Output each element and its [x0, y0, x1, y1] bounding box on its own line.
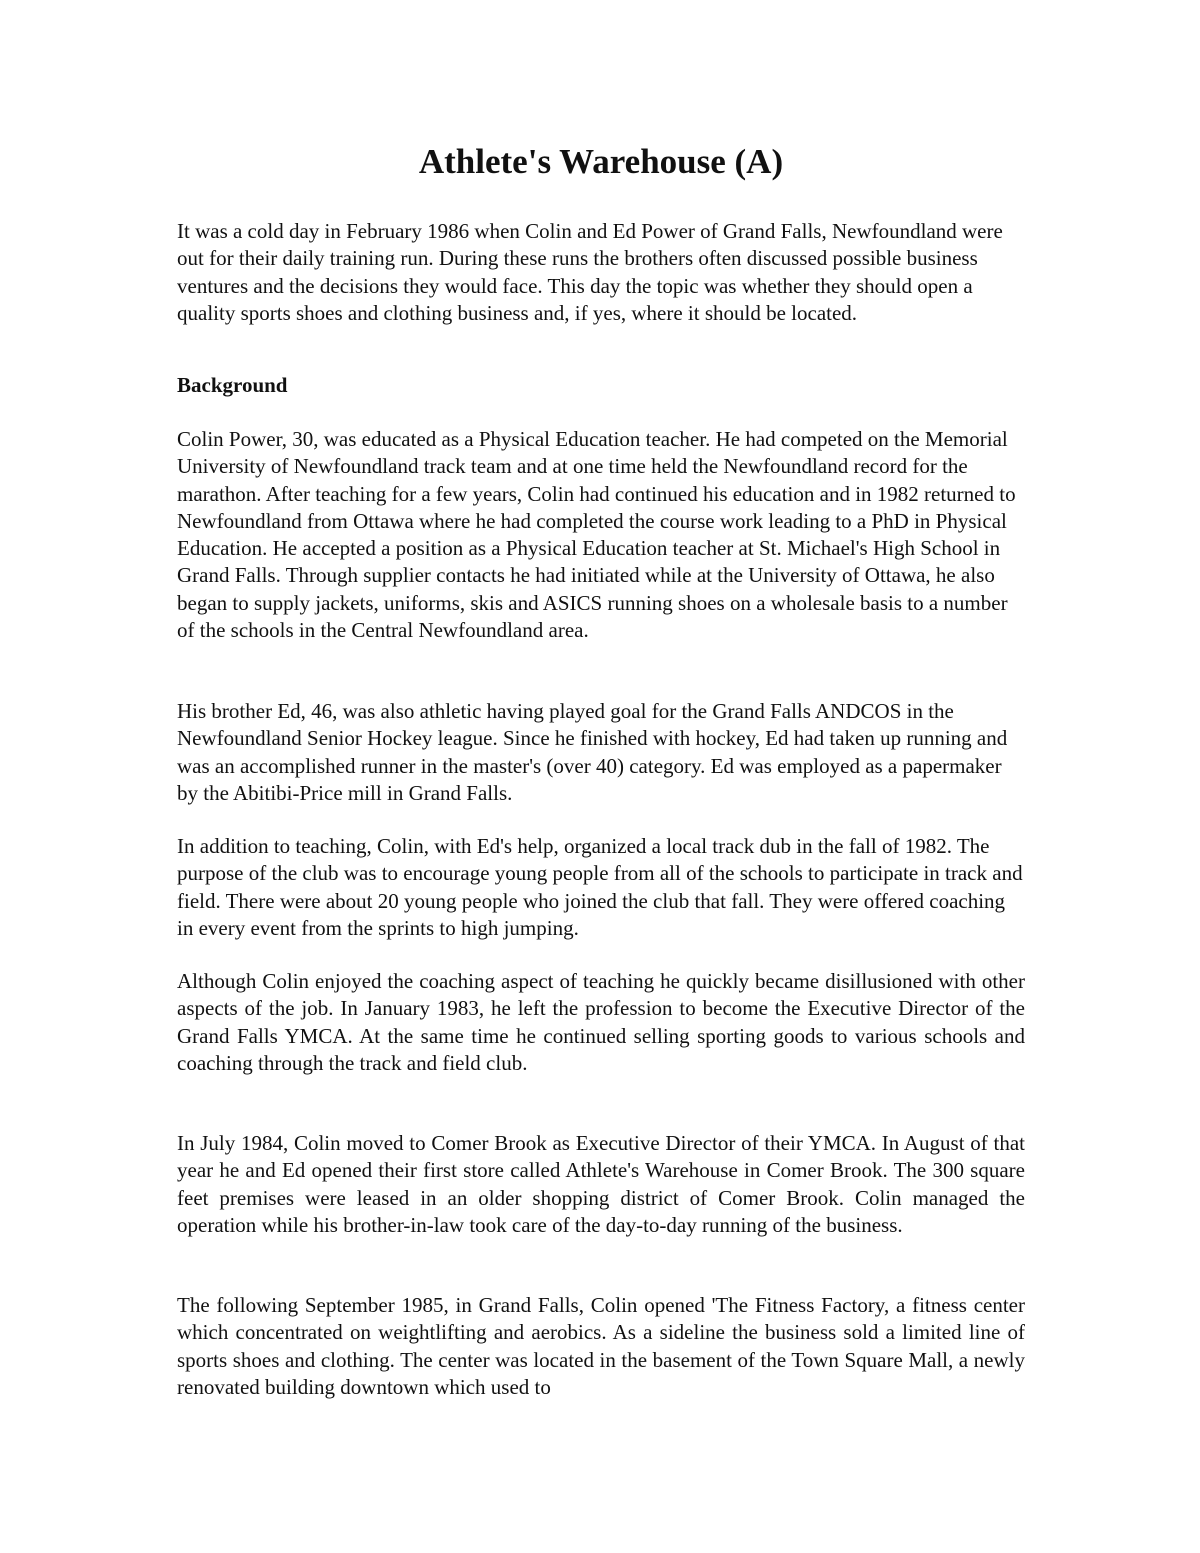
paragraph-colin-background: Colin Power, 30, was educated as a Physical Education teacher. He had competed on the Memorial University of Newfoundland track team and at one time held the Newfoundland record for the marathon. After teaching for a few years, Colin had continued his education and in 1982 returned to Newfoundland from Ottawa where he had completed the course work leading to a PhD in Physical Education. He accepted a position as a Physical Education teacher at St. Michael's High School in Grand Falls. Through supplier contacts he had initiated while at the University of Ottawa, he also began to supply jackets, uniforms, skis and ASICS running shoes on a wholesale basis to a number of the schools in the Central Newfoundland area. — [177, 427, 1016, 643]
paragraph-ymca-career: Although Colin enjoyed the coaching aspect of teaching he quickly became disillusioned with other aspects of the job. In January 1983, he left the profession to become the Executive Director of the Grand Falls YMCA. At the same time he continued selling sporting goods to various schools and coaching through the track and field club. — [177, 969, 1025, 1075]
section-heading-background: Background — [177, 373, 288, 397]
paragraph-first-store: In July 1984, Colin moved to Comer Brook as Executive Director of their YMCA. In August of that year he and Ed opened their first store called Athlete's Warehouse in Comer Brook. The 300 square feet premises were leased in an older shopping district of Comer Brook. Colin managed the operation while his brother-in-law took care of the day-to-day running of the business. — [177, 1131, 1025, 1237]
paragraph-track-club: In addition to teaching, Colin, with Ed's help, organized a local track dub in the fall of 1982. The purpose of the club was to encourage young people from all of the schools to participate in track and field. There were about 20 young people who joined the club that fall. They were offered coaching in every event from the sprints to high jumping. — [177, 834, 1023, 940]
document-title: Athlete's Warehouse (A) — [418, 142, 784, 181]
paragraph-ed-background: His brother Ed, 46, was also athletic having played goal for the Grand Falls ANDCOS in the Newfoundland Senior Hockey league. Since he finished with hockey, Ed had taken up running and was an accomplished runner in the master's (over 40) category. Ed was employed as a papermaker by the Abitibi-Price mill in Grand Falls. — [177, 699, 1008, 805]
intro-paragraph: It was a cold day in February 1986 when Colin and Ed Power of Grand Falls, Newfoundland were out for their daily training run. During these runs the brothers often discussed possible business ventures and the decisions they would face. This day the topic was whether they should open a quality sports shoes and clothing business and, if yes, where it should be located. — [177, 219, 1003, 325]
paragraph-fitness-factory: The following September 1985, in Grand Falls, Colin opened 'The Fitness Factory, a fitness center which concentrated on weightlifting and aerobics. As a sideline the business sold a limited line of sports shoes and clothing. The center was located in the basement of the Town Square Mall, a newly renovated building downtown which used to — [177, 1293, 1025, 1399]
